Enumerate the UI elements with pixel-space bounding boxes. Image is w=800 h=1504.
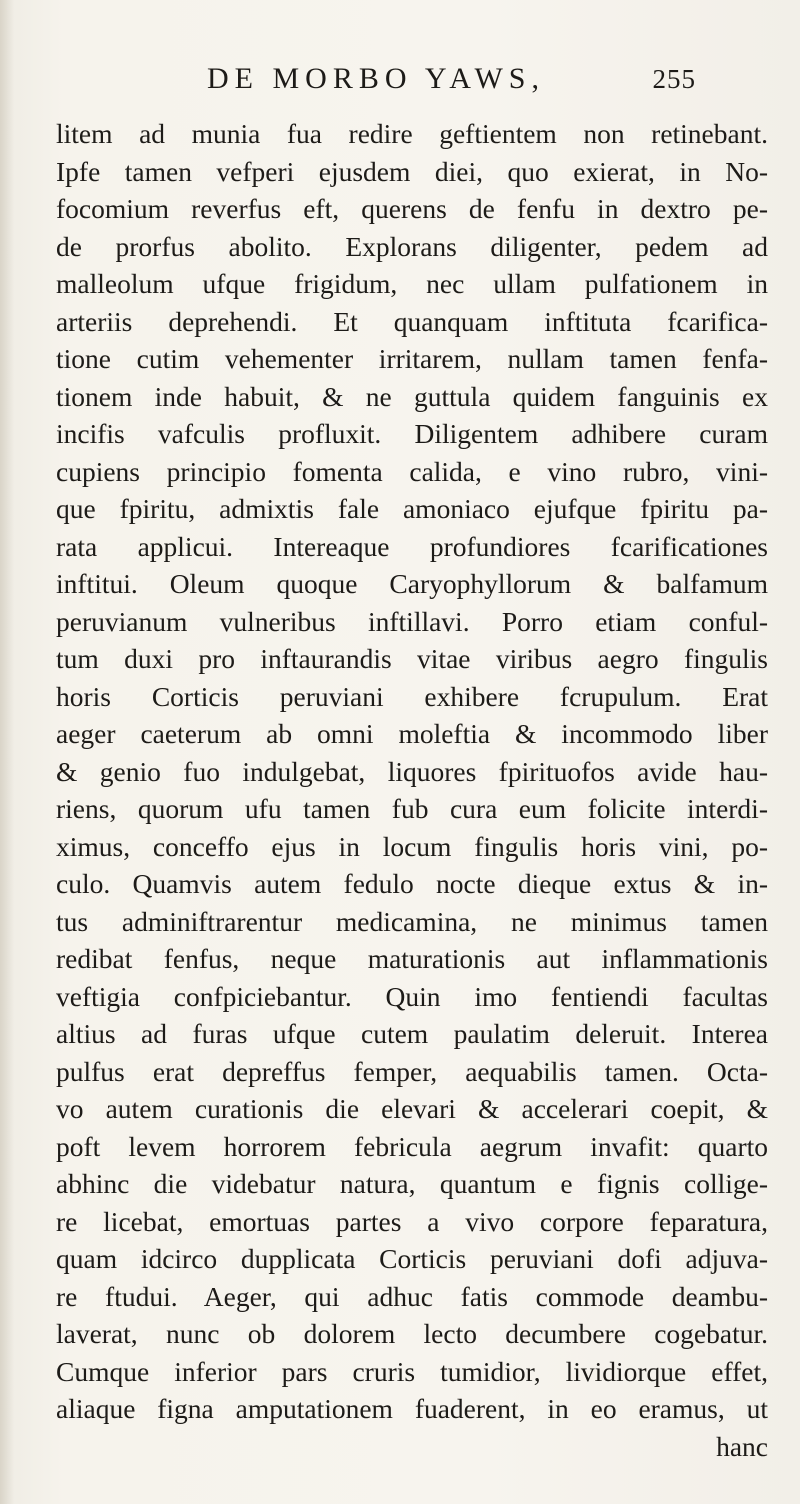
text-line: altius ad furas ufque cutem paulatim deleruit. Interea <box>56 1018 768 1049</box>
text-line: tione cutim vehementer irritarem, nullam tamen fenfa- <box>56 343 768 374</box>
page-header <box>96 62 696 102</box>
text-line: peruvianum vulneribus inftillavi. Porro etiam conful- <box>56 605 768 637</box>
running-head: DE MORBO YAWS, <box>206 62 545 95</box>
body-text <box>56 115 768 1465</box>
text-line: aliaque figna amputationem fuaderent, in eo eramus, ut <box>56 1393 768 1424</box>
text-line: veftigia confpiciebantur. Quin imo fentiendi facultas <box>56 980 768 1012</box>
text-line: re licebat, emortuas partes a vivo corpore feparatura, <box>56 1205 768 1237</box>
text-line: inftitui. Oleum quoque Caryophyllorum & balfamum <box>56 568 768 599</box>
text-line: focomium reverfus eft, querens de fenfu in dextro pe- <box>56 193 768 224</box>
text-line: poft levem horrorem febricula aegrum invafit: quarto <box>56 1130 768 1162</box>
text-line: laverat, nunc ob dolorem lecto decumbere cogebatur. <box>56 1318 768 1349</box>
text-line: vo autem curationis die elevari & accelerari coepit, & <box>56 1093 768 1124</box>
text-line: de prorfus abolito. Explorans diligenter, pedem ad <box>56 230 768 262</box>
text-line: tionem inde habuit, & ne guttula quidem fanguinis ex <box>56 380 768 412</box>
text-line: culo. Quamvis autem fedulo nocte dieque extus & in- <box>56 868 768 899</box>
text-line: & genio fuo indulgebat, liquores fpirituofos avide hau- <box>56 755 768 787</box>
text-line: cupiens principio fomenta calida, e vino rubro, vini- <box>56 455 768 487</box>
text-line: Ipfe tamen vefperi ejusdem diei, quo exierat, in No- <box>56 155 768 187</box>
text-line: ximus, conceffo ejus in locum fingulis horis vini, po- <box>56 830 768 862</box>
text-line: aeger caeterum ab omni moleftia & incommodo liber <box>56 718 768 749</box>
text-line: Cumque inferior pars cruris tumidior, lividiorque effet, <box>56 1355 768 1387</box>
text-line: re ftudui. Aeger, qui adhuc fatis commode deambu- <box>56 1280 768 1312</box>
text-line: litem ad munia fua redire geftientem non retinebant. <box>56 118 768 149</box>
gutter-shadow <box>0 0 14 1504</box>
text-line: redibat fenfus, neque maturationis aut inflammationis <box>56 943 768 974</box>
text-line: que fpiritu, admixtis fale amoniaco ejufque fpiritu pa- <box>56 493 768 524</box>
text-line: tus adminiftrarentur medicamina, ne minimus tamen <box>56 905 768 937</box>
text-line: horis Corticis peruviani exhibere fcrupulum. Erat <box>56 680 768 712</box>
text-line: pulfus erat depreffus femper, aequabilis tamen. Octa- <box>56 1055 768 1087</box>
text-line: tum duxi pro inftaurandis vitae viribus aegro fingulis <box>56 643 768 674</box>
text-line: rata applicui. Intereaque profundiores fcarificationes <box>56 530 768 562</box>
text-line: arteriis deprehendi. Et quanquam inftituta fcarifica- <box>56 305 768 337</box>
text-line: abhinc die videbatur natura, quantum e fignis collige- <box>56 1168 768 1199</box>
text-line: malleolum ufque frigidum, nec ullam pulfationem in <box>56 268 768 299</box>
page-number: 255 <box>652 64 696 94</box>
text-line: hanc <box>716 1430 768 1462</box>
text-line: riens, quorum ufu tamen fub cura eum folicite interdi- <box>56 793 768 824</box>
text-line: incifis vafculis profluxit. Diligentem adhibere curam <box>56 418 768 449</box>
text-line: quam idcirco dupplicata Corticis peruviani dofi adjuva- <box>56 1243 768 1274</box>
